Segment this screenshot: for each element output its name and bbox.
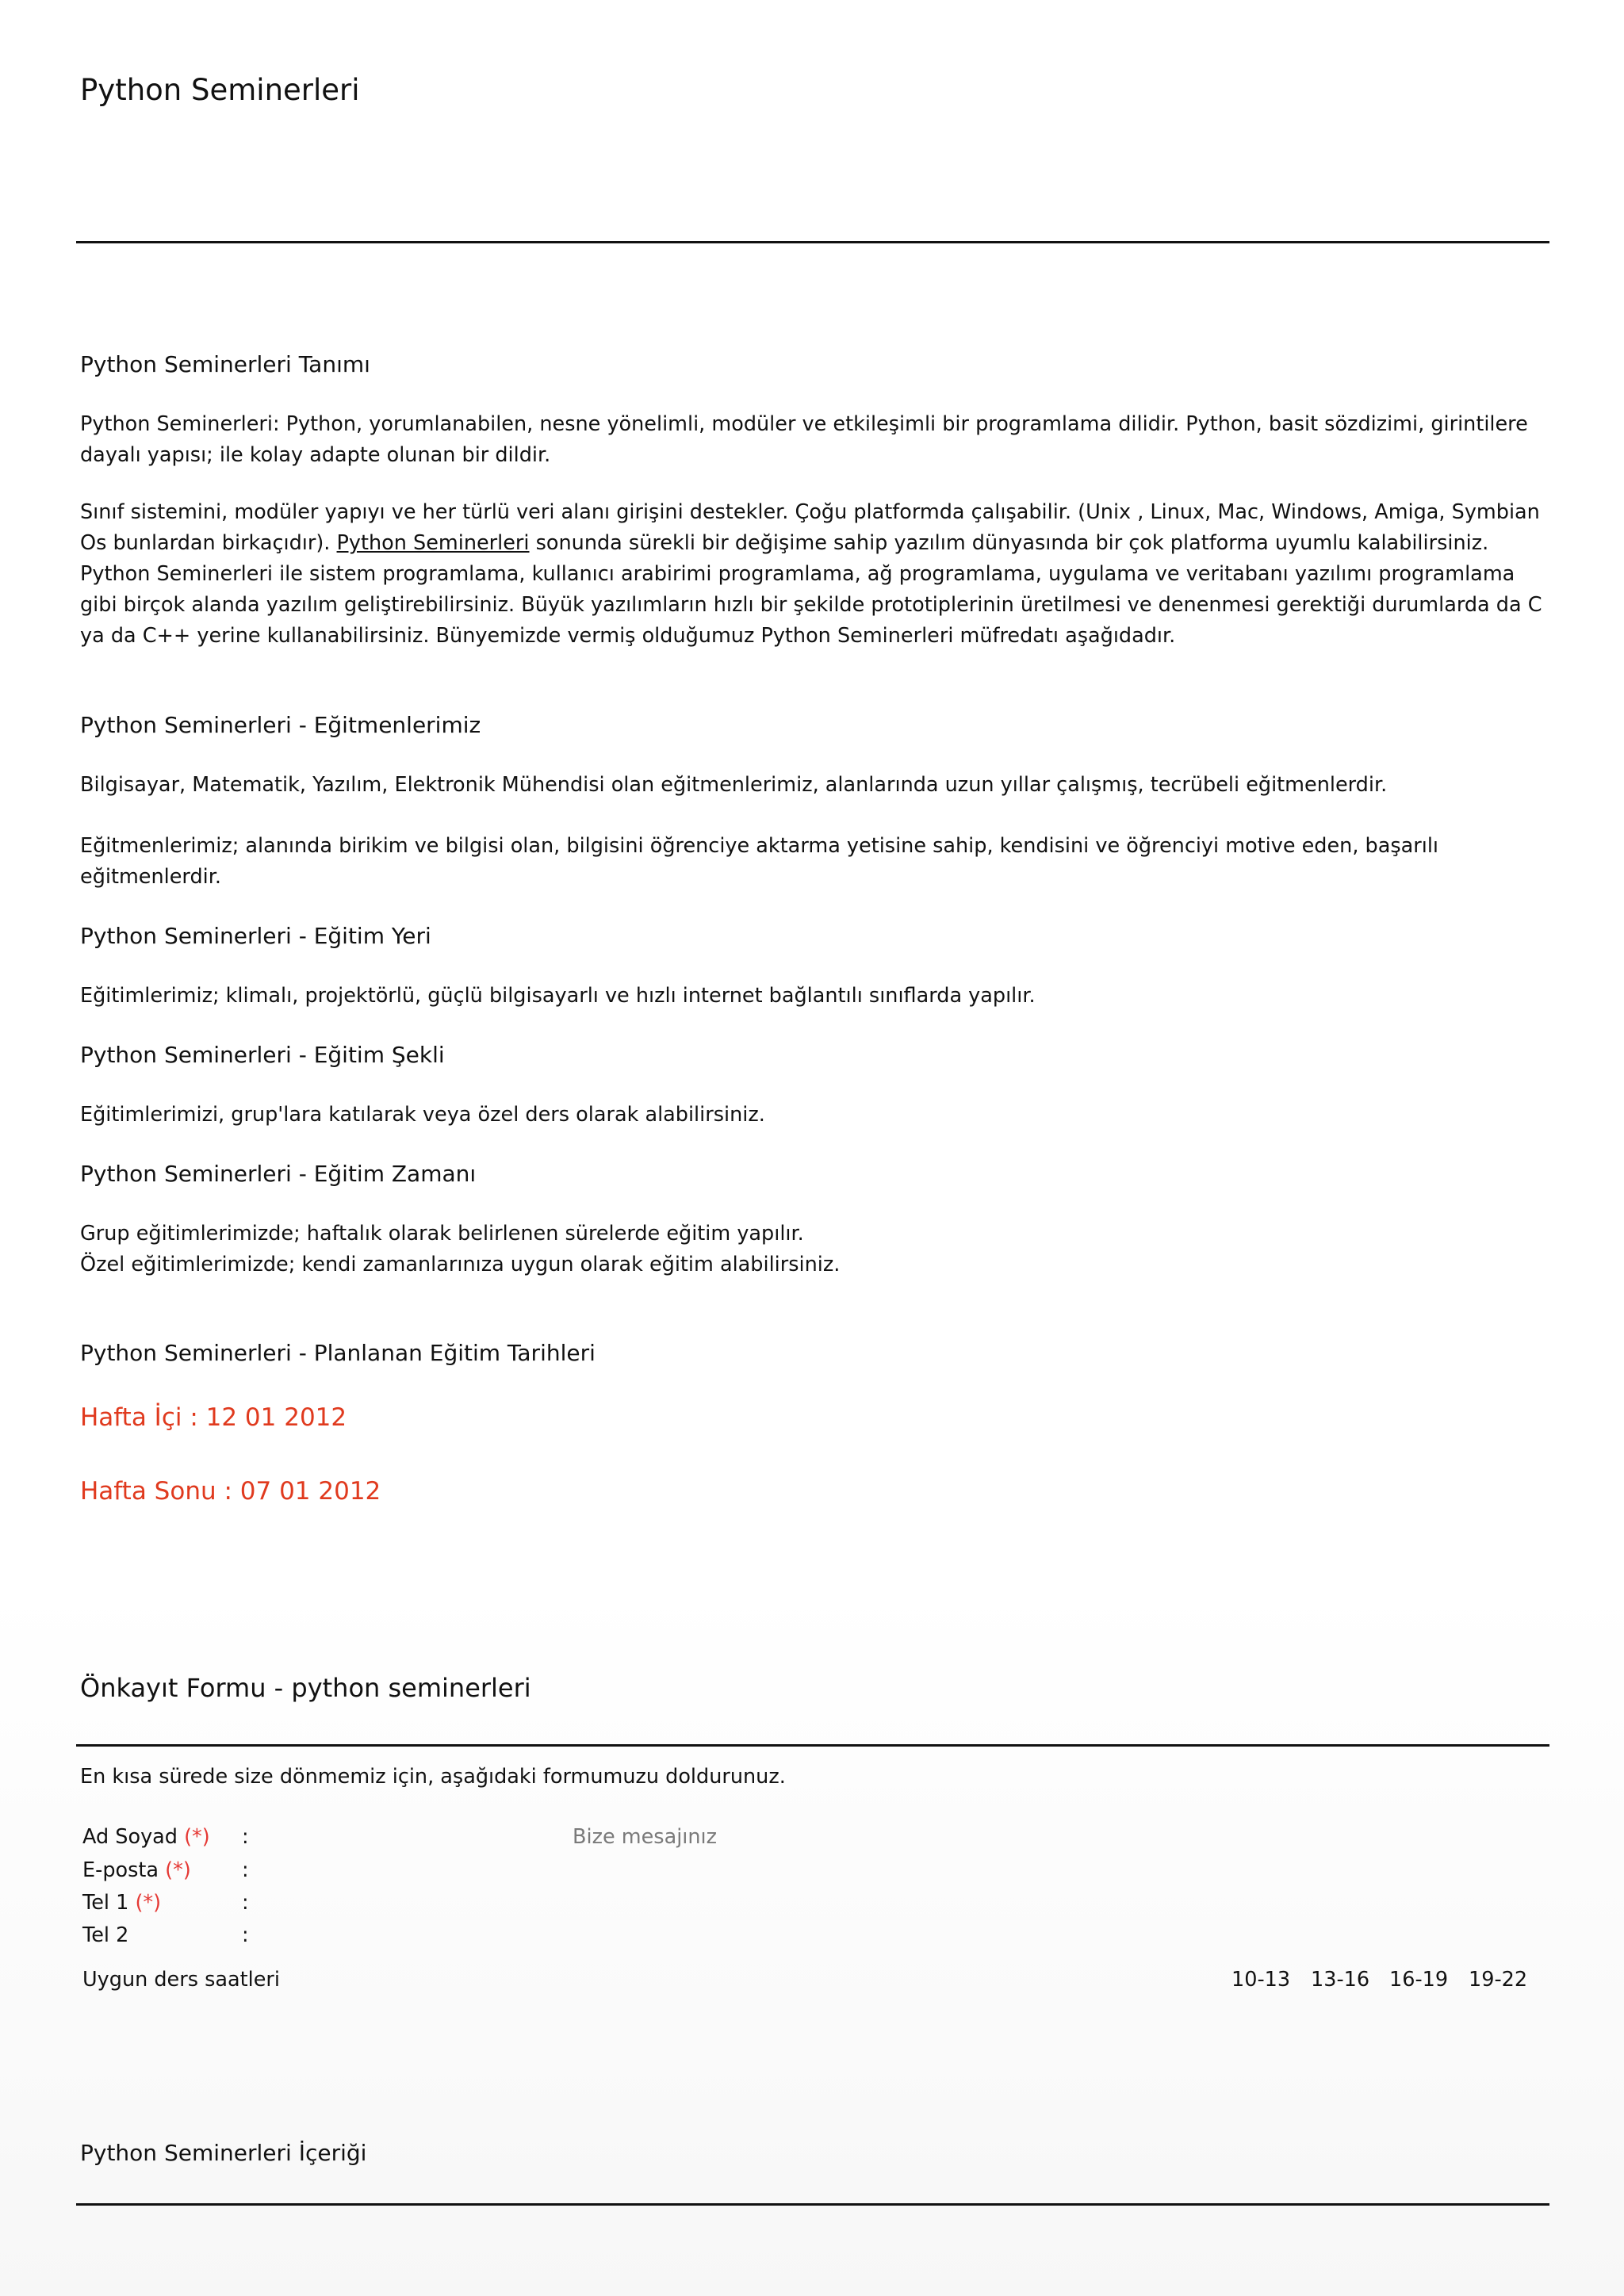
section-title-sekil: Python Seminerleri - Eğitim Şekli — [80, 1042, 445, 1068]
email-label-text: E-posta — [82, 1858, 159, 1882]
hours-label: Uygun ders saatleri — [82, 1968, 280, 1992]
name-field-label — [82, 1825, 210, 1849]
egitmen-paragraph-1 — [80, 770, 1547, 801]
hours-option-13-16[interactable]: 13-16 — [1311, 1968, 1370, 1992]
required-mark: (*) — [165, 1858, 191, 1882]
name-input[interactable] — [262, 1820, 547, 1849]
tel2-input[interactable] — [262, 1919, 547, 1947]
zaman-line-2: Özel eğitimlerimizde; kendi zamanlarınıza uygun olarak eğitim alabilirsiniz. — [80, 1253, 841, 1276]
email-field-label — [82, 1858, 191, 1882]
egitmen-paragraph-2 — [80, 831, 1547, 893]
tanim-p2-after: sonunda sürekli bir değişime sahip yazılım dünyasında bir çok platforma uyumlu kalabilirsiniz. Python Seminerleri ile sistem programlama, kullanıcı arabirimi programlama, ağ programlama, uygulama ve veritabanı yazılımı programlama gibi birçok alanda yazılım geliştirebilirsiniz. Büyük yazılımların hızlı bir şekilde prototiplerinin üretilmesi ve denenmesi gerektiği durumlarda da C ya da C++ yerine kullanabilirsiniz. Bünyemizde vermiş olduğumuz Python Seminerleri müfredatı aşağıdadır. — [80, 531, 1542, 648]
yer-paragraph — [80, 981, 1547, 1012]
egitmen-p1-text: Bilgisayar, Matematik, Yazılım, Elektronik Mühendisi olan eğitmenlerimiz, alanlarında uzun yıllar çalışmış, tecrübeli eğitmenlerdir. — [80, 773, 1388, 797]
section-title-zaman: Python Seminerleri - Eğitim Zamanı — [80, 1161, 477, 1187]
required-mark: (*) — [184, 1825, 210, 1849]
section-title-yer: Python Seminerleri - Eğitim Yeri — [80, 923, 431, 949]
page-title: Python Seminerleri — [80, 73, 360, 107]
tanim-paragraph-1 — [80, 409, 1547, 471]
icerik-divider — [76, 2203, 1549, 2206]
tel1-colon: : — [242, 1891, 249, 1915]
hours-option-16-19[interactable]: 16-19 — [1389, 1968, 1449, 1992]
tel2-label-text: Tel 2 — [82, 1923, 129, 1947]
hafta-ici-date: Hafta İçi : 12 01 2012 — [80, 1403, 347, 1432]
required-mark: (*) — [135, 1891, 162, 1915]
tanim-p1-text: Python Seminerleri: Python, yorumlanabilen, nesne yönelimli, modüler ve etkileşimli bir programlama dilidir. Python, basit sözdizimi, girintilere dayalı yapısı; ile kolay adapte olunan bir dildir. — [80, 412, 1528, 467]
hafta-sonu-date: Hafta Sonu : 07 01 2012 — [80, 1477, 381, 1506]
form-intro: En kısa sürede size dönmemiz için, aşağıdaki formumuzu doldurunuz. — [80, 1765, 786, 1789]
python-seminerleri-link[interactable]: Python Seminerleri — [336, 531, 530, 555]
tel2-field-label — [82, 1923, 128, 1947]
section-title-tanim: Python Seminerleri Tanımı — [80, 351, 370, 377]
email-input[interactable] — [262, 1854, 547, 1882]
sekil-paragraph — [80, 1100, 1547, 1131]
name-label-text: Ad Soyad — [82, 1825, 178, 1849]
message-textarea[interactable]: Bize mesajınız — [573, 1825, 717, 1849]
hours-option-19-22[interactable]: 19-22 — [1469, 1968, 1528, 1992]
header-divider — [76, 241, 1549, 243]
tel1-label-text: Tel 1 — [82, 1891, 129, 1915]
egitmen-p2-text: Eğitmenlerimiz; alanında birikim ve bilgisi olan, bilgisini öğrenciye aktarma yetisine sahip, kendisini ve öğrenciyi motive eden, başarılı eğitmenlerdir. — [80, 834, 1439, 889]
form-title: Önkayıt Formu - python seminerleri — [80, 1673, 531, 1703]
hours-option-10-13[interactable]: 10-13 — [1231, 1968, 1291, 1992]
yer-p1-text: Eğitimlerimiz; klimalı, projektörlü, güçlü bilgisayarlı ve hızlı internet bağlantılı sınıflarda yapılır. — [80, 984, 1036, 1008]
tel1-input[interactable] — [262, 1886, 547, 1915]
sekil-p1-text: Eğitimlerimizi, grup'lara katılarak veya özel ders olarak alabilirsiniz. — [80, 1103, 765, 1127]
tel1-field-label — [82, 1891, 161, 1915]
tanim-p2-before: Sınıf sistemini, modüler yapıyı ve her türlü veri alanı girişini destekler. Çoğu platformda çalışabilir. (Unix , Linux, Mac, Windows, Amiga, Symbian Os bunlardan birkaçıdır). — [80, 500, 1540, 555]
name-colon: : — [242, 1825, 249, 1849]
section-title-egitmen: Python Seminerleri - Eğitmenlerimiz — [80, 712, 481, 738]
zaman-line-1: Grup eğitimlerimizde; haftalık olarak belirlenen sürelerde eğitim yapılır. — [80, 1222, 804, 1246]
form-divider — [76, 1744, 1549, 1747]
email-colon: : — [242, 1858, 249, 1882]
icerik-title: Python Seminerleri İçeriği — [80, 2140, 367, 2166]
zaman-paragraph — [80, 1219, 1547, 1280]
tanim-paragraph-2 — [80, 497, 1547, 652]
section-title-tarihler: Python Seminerleri - Planlanan Eğitim Tarihleri — [80, 1340, 596, 1366]
tanim-p2-text — [80, 497, 1547, 652]
tel2-colon: : — [242, 1923, 249, 1947]
